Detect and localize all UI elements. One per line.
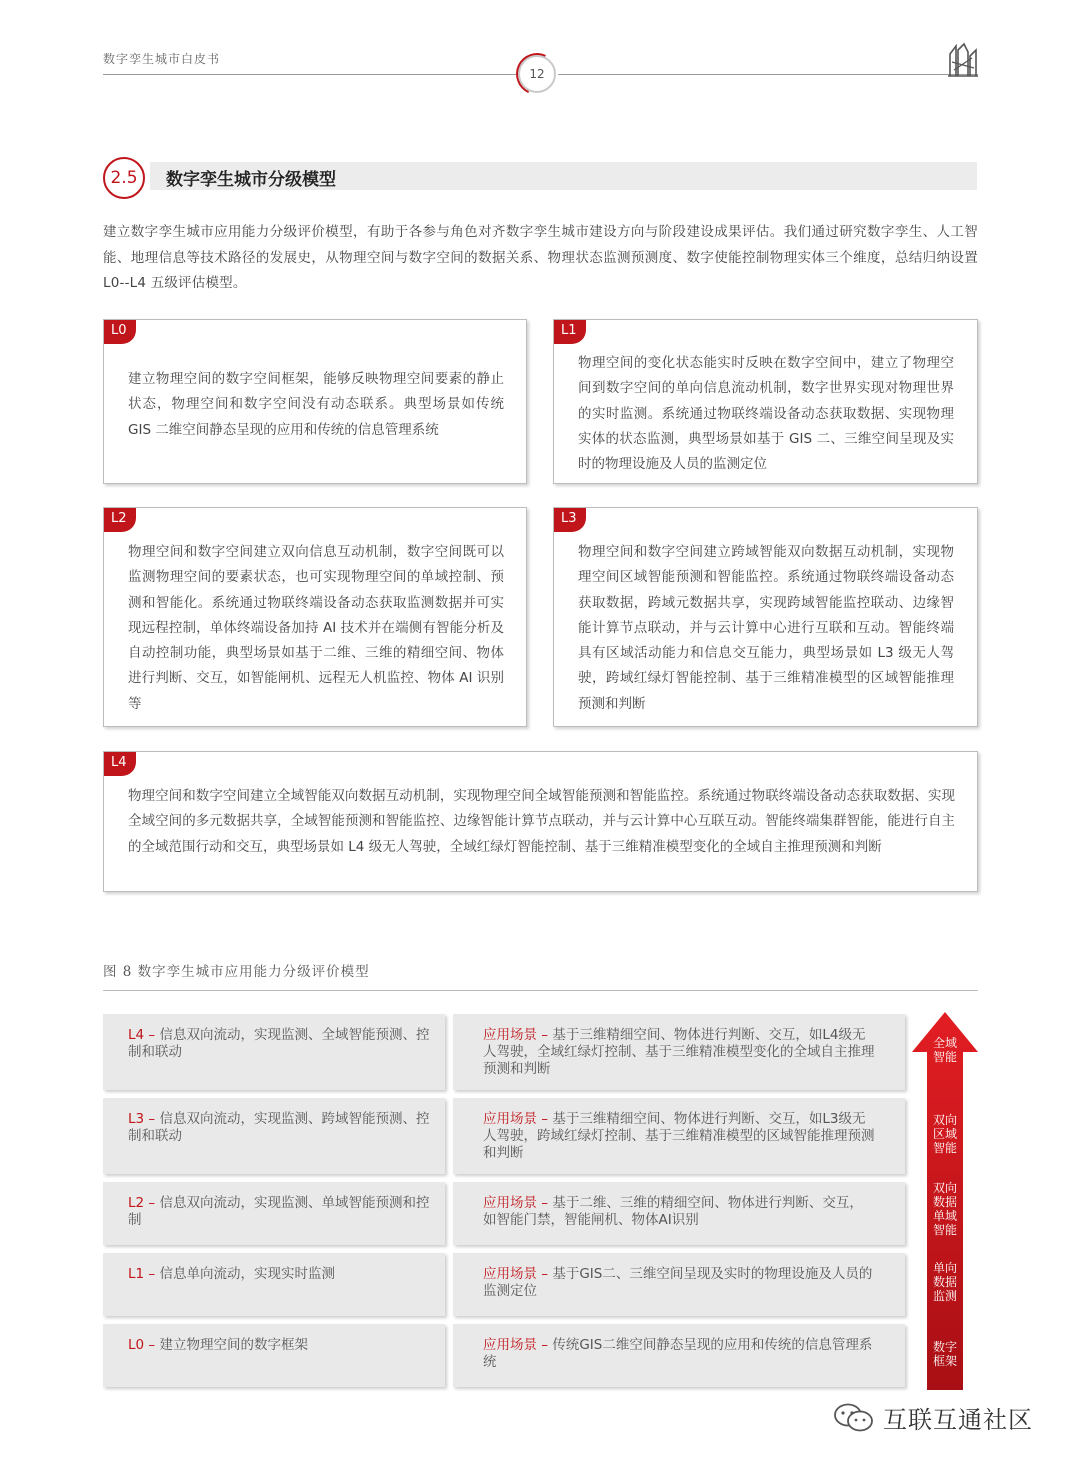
capability-arrow bbox=[912, 1012, 978, 1390]
level-tag: L3 bbox=[554, 508, 586, 532]
level-tag: L4 bbox=[104, 752, 136, 776]
figure-rule bbox=[103, 990, 978, 991]
level-box-l2 bbox=[103, 507, 527, 727]
level-separator: – bbox=[144, 1266, 160, 1282]
level-tag: L2 bbox=[104, 508, 136, 532]
level-box-l4 bbox=[103, 751, 978, 892]
level-description: 建立物理空间的数字空间框架，能够反映物理空间要素的静止状态，物理空间和数字空间没有动态联系。典型场景如传统 GIS 二维空间静态呈现的应用和传统的信息管理系统 bbox=[128, 371, 504, 438]
level-separator: – bbox=[144, 1195, 160, 1211]
level-summary: 建立物理空间的数字框架 bbox=[159, 1337, 308, 1353]
level-code: L1 bbox=[128, 1266, 145, 1282]
scene-text: 基于三维精细空间、物体进行判断、交互，如L4级无人驾驶，全域红绿灯控制、基于三维精准模型变化的全域自主推理预测和判断 bbox=[483, 1027, 875, 1077]
level-summary: 信息双向流动，实现监测、全域智能预测、控制和联动 bbox=[128, 1027, 430, 1060]
arrow-label-monitoring: 单向 数据 监测 bbox=[932, 1261, 957, 1303]
header-rule-right bbox=[558, 74, 978, 75]
document-title: 数字孪生城市白皮书 bbox=[103, 52, 221, 66]
arrow-label-single-domain: 双向 数据 单域 智能 bbox=[932, 1181, 957, 1237]
level-box-l0 bbox=[103, 319, 527, 484]
level-code: L0 bbox=[128, 1337, 145, 1353]
level-description: 物理空间和数字空间建立跨域智能双向数据互动机制，实现物理空间区域智能预测和智能监控。系统通过物联终端设备动态获取数据，跨域元数据共享，实现跨域智能监控联动、边缘智能计算节点联动，并与云计算中心进行互联和互动。智能终端具有区域活动能力和信息交互能力，典型场景如 L3 级无人驾驶，跨域红绿灯智能控制、基于三维精准模型的区域智能推理预测和判断 bbox=[578, 544, 954, 712]
arrow-label-global: 全域 智能 bbox=[932, 1036, 957, 1064]
scene-text: 基于三维精细空间、物体进行判断、交互，如L3级无人驾驶，跨域红绿灯控制、基于三维精准模型的区域智能推理预测和判断 bbox=[483, 1111, 875, 1161]
header-rule-left bbox=[103, 74, 517, 75]
level-separator: – bbox=[144, 1027, 160, 1043]
figure-level-cell-l3 bbox=[103, 1098, 445, 1174]
scene-label: 应用场景 bbox=[483, 1337, 537, 1353]
section-number-badge bbox=[103, 157, 145, 199]
scene-text: 传统GIS二维空间静态呈现的应用和传统的信息管理系统 bbox=[483, 1337, 873, 1370]
scene-separator: – bbox=[537, 1266, 553, 1282]
level-code: L4 bbox=[128, 1027, 145, 1043]
figure-scene-cell-l0 bbox=[453, 1324, 905, 1387]
scene-label: 应用场景 bbox=[483, 1195, 537, 1211]
figure-caption: 图 8 数字孪生城市应用能力分级评价模型 bbox=[103, 964, 370, 980]
level-separator: – bbox=[144, 1337, 160, 1353]
level-summary: 信息双向流动，实现监测、单域智能预测和控制 bbox=[128, 1195, 430, 1228]
wechat-icon bbox=[833, 1402, 875, 1434]
figure-level-cell-l4 bbox=[103, 1014, 445, 1090]
scene-text: 基于二维、三维的精细空间、物体进行判断、交互，如智能门禁，智能闸机、物体AI识别 bbox=[483, 1195, 863, 1228]
scene-separator: – bbox=[537, 1111, 553, 1127]
level-box-l3 bbox=[553, 507, 978, 727]
intro-paragraph: 建立数字孪生城市应用能力分级评价模型，有助于各参与角色对齐数字孪生城市建设方向与阶段建设成果评估。我们通过研究数字孪生、人工智能、地理信息等技术路径的发展史，从物理空间与数字空间的数据关系、物理状态监测预测度、数字使能控制物理实体三个维度，总结归纳设置 L0--L4 五级评估模型。 bbox=[103, 224, 978, 291]
scene-separator: – bbox=[537, 1027, 553, 1043]
arrow-label-regional: 双向 区域 智能 bbox=[932, 1113, 957, 1155]
figure-scene-cell-l4 bbox=[453, 1014, 905, 1090]
scene-label: 应用场景 bbox=[483, 1027, 537, 1043]
scene-text: 基于GIS二、三维空间呈现及实时的物理设施及人员的监测定位 bbox=[483, 1266, 873, 1299]
watermark bbox=[833, 1400, 1033, 1435]
scene-label: 应用场景 bbox=[483, 1266, 537, 1282]
section-title: 数字孪生城市分级模型 bbox=[166, 170, 336, 190]
level-box-l1 bbox=[553, 319, 978, 484]
level-tag: L0 bbox=[104, 320, 136, 344]
level-description: 物理空间和数字空间建立全域智能双向数据互动机制，实现物理空间全域智能预测和智能监控。系统通过物联终端设备动态获取数据、实现全域空间的多元数据共享，全域智能预测和智能监控、边缘智能计算节点联动，并与云计算中心互联互动。智能终端集群智能，能进行自主的全域范围行动和交互，典型场景如 L4 级无人驾驶，全域红绿灯智能控制、基于三维精准模型变化的全域自主推理预测和判断 bbox=[128, 788, 955, 855]
figure-scene-cell-l2 bbox=[453, 1182, 905, 1245]
scene-separator: – bbox=[537, 1337, 553, 1353]
watermark-text: 互联互通社区 bbox=[883, 1406, 1033, 1434]
level-summary: 信息单向流动，实现实时监测 bbox=[159, 1266, 335, 1282]
level-separator: – bbox=[144, 1111, 160, 1127]
level-description: 物理空间和数字空间建立双向信息互动机制，数字空间既可以监测物理空间的要素状态，也可实现物理空间的单域控制、预测和智能化。系统通过物联终端设备动态获取监测数据并可实现远程控制，单体终端设备加持 AI 技术并在端侧有智能分析及自动控制功能，典型场景如基于二维、三维的精细空间、物体进行判断、交互，如智能闸机、远程无人机监控、物体 AI 识别等 bbox=[128, 544, 504, 712]
figure-level-cell-l0 bbox=[103, 1324, 445, 1387]
level-description: 物理空间的变化状态能实时反映在数字空间中，建立了物理空间到数字空间的单向信息流动机制，数字世界实现对物理世界的实时监测。系统通过物联终端设备动态获取数据、实现物理实体的状态监测，典型场景如基于 GIS 二、三维空间呈现及实时的物理设施及人员的监测定位 bbox=[578, 355, 954, 473]
level-tag: L1 bbox=[554, 320, 586, 344]
figure-scene-cell-l3 bbox=[453, 1098, 905, 1174]
page-number-badge bbox=[518, 55, 556, 93]
page-number: 12 bbox=[529, 67, 545, 81]
figure-level-cell-l2 bbox=[103, 1182, 445, 1245]
figure-level-cell-l1 bbox=[103, 1253, 445, 1316]
level-code: L3 bbox=[128, 1111, 145, 1127]
scene-label: 应用场景 bbox=[483, 1111, 537, 1127]
level-summary: 信息双向流动，实现监测、跨域智能预测、控制和联动 bbox=[128, 1111, 430, 1144]
figure-scene-cell-l1 bbox=[453, 1253, 905, 1316]
section-number: 2.5 bbox=[110, 168, 138, 188]
brand-logo-icon bbox=[946, 42, 980, 78]
arrow-label-framework: 数字 框架 bbox=[932, 1340, 957, 1368]
scene-separator: – bbox=[537, 1195, 553, 1211]
level-code: L2 bbox=[128, 1195, 145, 1211]
